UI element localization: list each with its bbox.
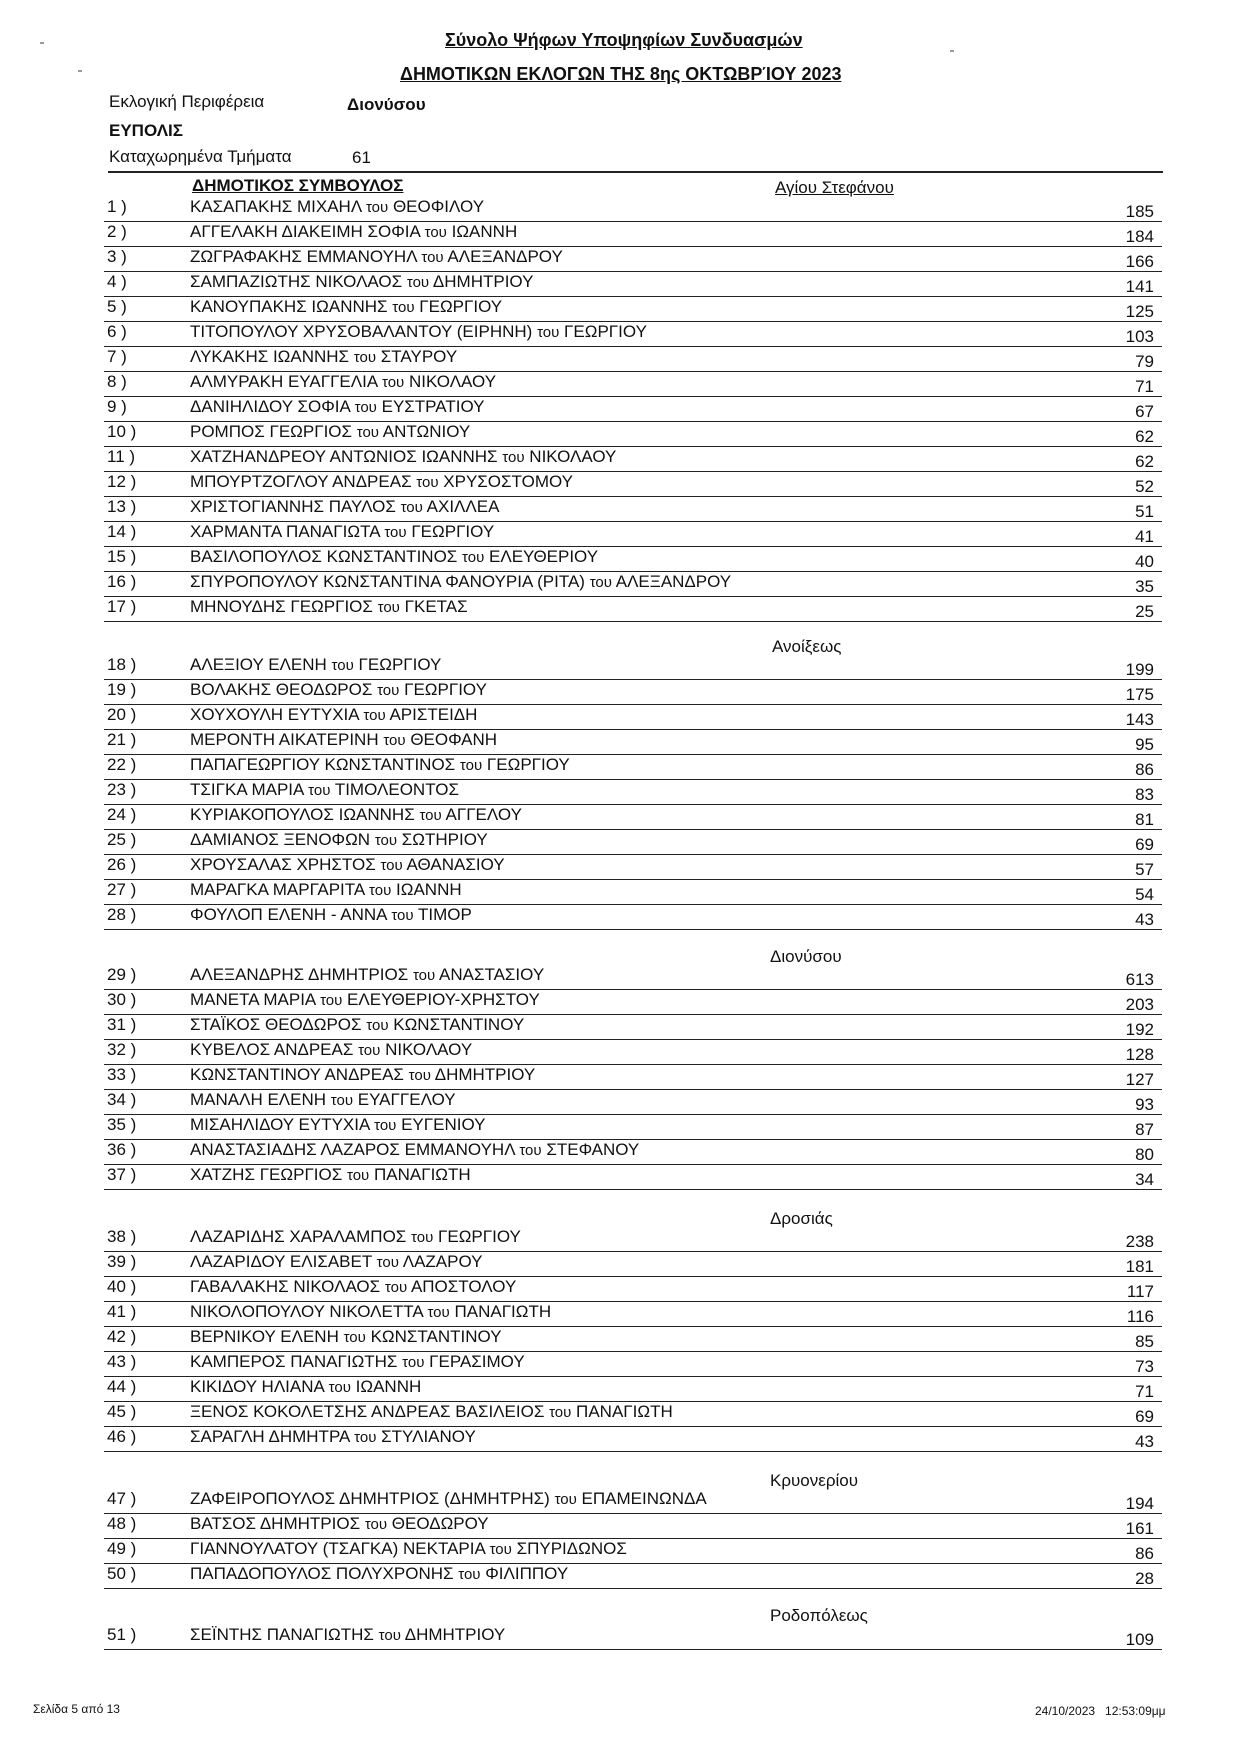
- candidate-number: 10 ): [107, 422, 137, 441]
- candidate-votes: 181: [1125, 1257, 1154, 1276]
- candidate-number: 15 ): [107, 547, 137, 566]
- table-row: [104, 1351, 1162, 1377]
- table-row: [104, 1251, 1162, 1277]
- candidate-votes: 79: [1135, 352, 1154, 371]
- candidate-name: ΧΟΥΧΟΥΛΗ ΕΥΤΥΧΙΑ του ΑΡΙΣΤΕΙΔΗ: [190, 705, 478, 724]
- candidate-number: 8 ): [107, 372, 127, 391]
- candidate-name: ΚΩΝΣΤΑΝΤΙΝΟΥ ΑΝΔΡΕΑΣ του ΔΗΜΗΤΡΙΟΥ: [190, 1065, 536, 1084]
- candidate-name: ΑΝΑΣΤΑΣΙΑΔΗΣ ΛΑΖΑΡΟΣ ΕΜΜΑΝΟΥΗΛ του ΣΤΕΦΑΝΟΥ: [190, 1140, 640, 1159]
- table-row: [104, 196, 1162, 222]
- candidate-votes: 71: [1135, 377, 1154, 396]
- table-row: [104, 779, 1162, 805]
- candidate-name: ΠΑΠΑΓΕΩΡΓΙΟΥ ΚΩΝΣΤΑΝΤΙΝΟΣ του ΓΕΩΡΓΙΟΥ: [190, 755, 570, 774]
- candidate-name: ΚΙΚΙΔΟΥ ΗΛΙΑΝΑ του ΙΩΑΝΝΗ: [190, 1377, 422, 1396]
- candidate-votes: 62: [1135, 427, 1154, 446]
- candidate-number: 21 ): [107, 730, 137, 749]
- candidate-number: 41 ): [107, 1302, 137, 1321]
- candidate-number: 9 ): [107, 397, 127, 416]
- table-row: [104, 371, 1162, 397]
- table-row: [104, 596, 1162, 622]
- candidate-number: 42 ): [107, 1327, 137, 1346]
- candidate-number: 32 ): [107, 1040, 137, 1059]
- candidate-name: ΜΕΡΟΝΤΗ ΑΙΚΑΤΕΡΙΝΗ του ΘΕΟΦΑΝΗ: [190, 730, 498, 749]
- table-row: [104, 296, 1162, 322]
- table-row: [104, 1426, 1162, 1452]
- table-row: [104, 904, 1162, 930]
- table-row: [104, 1114, 1162, 1140]
- table-row: [104, 496, 1162, 522]
- candidate-votes: 116: [1126, 1307, 1154, 1326]
- candidate-number: 6 ): [107, 322, 127, 341]
- table-row: [104, 546, 1162, 572]
- candidate-name: ΜΑΝΑΛΗ ΕΛΕΝΗ του ΕΥΑΓΓΕΛΟΥ: [190, 1090, 456, 1109]
- table-row: [104, 521, 1162, 547]
- table-row: [104, 446, 1162, 472]
- candidate-number: 39 ): [107, 1252, 137, 1271]
- candidate-name: ΒΕΡΝΙΚΟΥ ΕΛΕΝΗ του ΚΩΝΣΤΑΝΤΙΝΟΥ: [190, 1327, 502, 1346]
- section-title: Διονύσου: [770, 947, 842, 966]
- candidate-votes: 43: [1135, 1432, 1154, 1451]
- candidate-votes: 71: [1135, 1382, 1154, 1401]
- sections-label: Καταχωρημένα Τμήματα: [109, 147, 292, 166]
- candidate-votes: 93: [1135, 1095, 1154, 1114]
- candidate-name: ΔΑΜΙΑΝΟΣ ΞΕΝΟΦΩΝ του ΣΩΤΗΡΙΟΥ: [190, 830, 488, 849]
- table-row: [104, 1624, 1162, 1650]
- candidate-number: 28 ): [107, 905, 137, 924]
- candidate-number: 25 ): [107, 830, 137, 849]
- candidate-number: 49 ): [107, 1539, 137, 1558]
- candidate-votes: 52: [1135, 477, 1154, 496]
- candidate-number: 13 ): [107, 497, 137, 516]
- region-label: Εκλογική Περιφέρεια: [109, 92, 265, 111]
- candidate-votes: 40: [1135, 552, 1154, 571]
- candidate-votes: 103: [1125, 327, 1154, 346]
- candidate-name: ΧΑΤΖΗΑΝΔΡΕΟΥ ΑΝΤΩΝΙΟΣ ΙΩΑΝΝΗΣ του ΝΙΚΟΛΑΟΥ: [190, 447, 617, 466]
- candidate-name: ΧΑΡΜΑΝΤΑ ΠΑΝΑΓΙΩΤΑ του ΓΕΩΡΓΙΟΥ: [190, 522, 495, 541]
- candidate-votes: 73: [1135, 1357, 1154, 1376]
- candidate-votes: 69: [1135, 835, 1154, 854]
- table-row: [104, 1401, 1162, 1427]
- candidate-name: ΣΕΪΝΤΗΣ ΠΑΝΑΓΙΩΤΗΣ του ΔΗΜΗΤΡΙΟΥ: [190, 1625, 506, 1644]
- candidate-name: ΜΠΟΥΡΤΖΟΓΛΟΥ ΑΝΔΡΕΑΣ του ΧΡΥΣΟΣΤΟΜΟΥ: [190, 472, 574, 491]
- candidate-name: ΧΡΙΣΤΟΓΙΑΝΝΗΣ ΠΑΥΛΟΣ του ΑΧΙΛΛΕΑ: [190, 497, 500, 516]
- region-value: Διονύσου: [347, 95, 426, 114]
- candidate-votes: 67: [1135, 402, 1154, 421]
- candidate-votes: 185: [1125, 202, 1154, 221]
- table-row: [104, 804, 1162, 830]
- candidate-votes: 194: [1125, 1494, 1154, 1513]
- candidate-number: 12 ): [107, 472, 137, 491]
- candidate-name: ΛΑΖΑΡΙΔΗΣ ΧΑΡΑΛΑΜΠΟΣ του ΓΕΩΡΓΙΟΥ: [190, 1227, 521, 1246]
- candidate-number: 17 ): [107, 597, 137, 616]
- table-row: [104, 879, 1162, 905]
- candidate-number: 37 ): [107, 1165, 137, 1184]
- table-row: [104, 1089, 1162, 1115]
- table-row: [104, 1488, 1162, 1514]
- table-row: [104, 1376, 1162, 1402]
- candidate-votes: 87: [1135, 1120, 1154, 1139]
- candidate-number: 38 ): [107, 1227, 137, 1246]
- candidate-votes: 109: [1125, 1630, 1154, 1649]
- document-title: Σύνολο Ψήφων Υποψηφίων Συνδυασμών: [445, 30, 803, 50]
- table-row: [104, 1164, 1162, 1190]
- candidate-name: ΒΑΤΣΟΣ ΔΗΜΗΤΡΙΟΣ του ΘΕΟΔΩΡΟΥ: [190, 1514, 489, 1533]
- candidate-number: 44 ): [107, 1377, 137, 1396]
- candidate-number: 27 ): [107, 880, 137, 899]
- candidate-number: 33 ): [107, 1065, 137, 1084]
- candidate-number: 40 ): [107, 1277, 137, 1296]
- candidate-name: ΔΑΝΙΗΛΙΔΟΥ ΣΟΦΙΑ του ΕΥΣΤΡΑΤΙΟΥ: [190, 397, 485, 416]
- candidate-name: ΓΑΒΑΛΑΚΗΣ ΝΙΚΟΛΑΟΣ του ΑΠΟΣΤΟΛΟΥ: [190, 1277, 517, 1296]
- candidate-number: 20 ): [107, 705, 137, 724]
- candidate-name: ΣΤΑΪΚΟΣ ΘΕΟΔΩΡΟΣ του ΚΩΝΣΤΑΝΤΙΝΟΥ: [190, 1015, 525, 1034]
- table-row: [104, 1139, 1162, 1165]
- candidate-number: 11 ): [107, 447, 136, 466]
- table-row: [104, 346, 1162, 372]
- table-row: [104, 396, 1162, 422]
- candidate-votes: 613: [1125, 970, 1154, 989]
- candidate-votes: 80: [1135, 1145, 1154, 1164]
- candidate-name: ΚΥΒΕΛΟΣ ΑΝΔΡΕΑΣ του ΝΙΚΟΛΑΟΥ: [190, 1040, 473, 1059]
- candidate-number: 26 ): [107, 855, 137, 874]
- section-title: Κρυονερίου: [770, 1471, 859, 1490]
- candidate-name: ΒΑΣΙΛΟΠΟΥΛΟΣ ΚΩΝΣΤΑΝΤΙΝΟΣ του ΕΛΕΥΘΕΡΙΟΥ: [190, 547, 599, 566]
- candidate-number: 51 ): [107, 1625, 137, 1644]
- table-row: [104, 704, 1162, 730]
- candidate-name: ΑΛΕΞΑΝΔΡΗΣ ΔΗΜΗΤΡΙΟΣ του ΑΝΑΣΤΑΣΙΟΥ: [190, 965, 545, 984]
- candidate-votes: 86: [1135, 1544, 1154, 1563]
- candidate-number: 14 ): [107, 522, 137, 541]
- candidate-name: ΖΑΦΕΙΡΟΠΟΥΛΟΣ ΔΗΜΗΤΡΙΟΣ (ΔΗΜΗΤΡΗΣ) του ΕΠΑΜΕΙΝΩΝΔΑ: [190, 1489, 707, 1508]
- table-row: [104, 1563, 1162, 1589]
- table-row: [104, 571, 1162, 597]
- candidate-votes: 161: [1125, 1519, 1154, 1538]
- table-row: [104, 421, 1162, 447]
- candidate-votes: 95: [1135, 735, 1154, 754]
- candidate-votes: 85: [1135, 1332, 1154, 1351]
- sections-value: 61: [352, 148, 371, 167]
- candidate-name: ΛΑΖΑΡΙΔΟΥ ΕΛΙΣΑΒΕΤ του ΛΑΖΑΡΟΥ: [190, 1252, 483, 1271]
- candidate-number: 4 ): [107, 272, 127, 291]
- candidate-name: ΣΑΡΑΓΛΗ ΔΗΜΗΤΡΑ του ΣΤΥΛΙΑΝΟΥ: [190, 1427, 476, 1446]
- candidate-name: ΚΑΜΠΕΡΟΣ ΠΑΝΑΓΙΩΤΗΣ του ΓΕΡΑΣΙΜΟΥ: [190, 1352, 525, 1371]
- candidate-votes: 43: [1135, 910, 1154, 929]
- table-row: [104, 1014, 1162, 1040]
- candidate-number: 45 ): [107, 1402, 137, 1421]
- candidate-name: ΧΑΤΖΗΣ ΓΕΩΡΓΙΟΣ του ΠΑΝΑΓΙΩΤΗ: [190, 1165, 471, 1184]
- candidate-number: 1 ): [107, 197, 127, 216]
- candidate-name: ΞΕΝΟΣ ΚΟΚΟΛΕΤΣΗΣ ΑΝΔΡΕΑΣ ΒΑΣΙΛΕΙΟΣ του ΠΑΝΑΓΙΩΤΗ: [190, 1402, 673, 1421]
- candidate-votes: 54: [1135, 885, 1154, 904]
- table-row: [104, 1039, 1162, 1065]
- candidate-name: ΑΛΕΞΙΟΥ ΕΛΕΝΗ του ΓΕΩΡΓΙΟΥ: [190, 655, 442, 674]
- candidate-number: 7 ): [107, 347, 127, 366]
- candidate-votes: 166: [1125, 252, 1154, 271]
- candidate-votes: 117: [1126, 1282, 1154, 1301]
- candidate-number: 50 ): [107, 1564, 137, 1583]
- scan-speck: [78, 70, 82, 72]
- candidate-votes: 69: [1135, 1407, 1154, 1426]
- scan-speck: [950, 50, 954, 52]
- table-row: [104, 854, 1162, 880]
- document-subtitle: ΔΗΜΟΤΙΚΩΝ ΕΚΛΟΓΩΝ ΤΗΣ 8ης ΟΚΤΩΒΡΊΟΥ 2023: [400, 64, 842, 84]
- candidate-number: 34 ): [107, 1090, 137, 1109]
- candidate-name: ΤΣΙΓΚΑ ΜΑΡΙΑ του ΤΙΜΟΛΕΟΝΤΟΣ: [190, 780, 460, 799]
- candidate-votes: 86: [1135, 760, 1154, 779]
- table-row: [104, 829, 1162, 855]
- candidate-number: 30 ): [107, 990, 137, 1009]
- candidate-votes: 28: [1135, 1569, 1154, 1588]
- candidate-votes: 41: [1135, 527, 1154, 546]
- candidate-number: 36 ): [107, 1140, 137, 1159]
- candidate-number: 19 ): [107, 680, 137, 699]
- candidate-votes: 238: [1125, 1232, 1154, 1251]
- candidate-votes: 192: [1125, 1020, 1154, 1039]
- table-row: [104, 964, 1162, 990]
- candidate-name: ΦΟΥΛΟΠ ΕΛΕΝΗ - ΑΝΝΑ του ΤΙΜΟΡ: [190, 905, 472, 924]
- candidate-votes: 199: [1125, 660, 1154, 679]
- candidate-votes: 175: [1125, 685, 1154, 704]
- table-row: [104, 246, 1162, 272]
- table-row: [104, 989, 1162, 1015]
- candidate-name: ΣΑΜΠΑΖΙΩΤΗΣ ΝΙΚΟΛΑΟΣ του ΔΗΜΗΤΡΙΟΥ: [190, 272, 534, 291]
- candidate-name: ΚΑΝΟΥΠΑΚΗΣ ΙΩΑΝΝΗΣ του ΓΕΩΡΓΙΟΥ: [190, 297, 503, 316]
- candidate-name: ΑΛΜΥΡΑΚΗ ΕΥΑΓΓΕΛΙΑ του ΝΙΚΟΛΑΟΥ: [190, 372, 497, 391]
- candidate-name: ΣΠΥΡΟΠΟΥΛΟΥ ΚΩΝΣΤΑΝΤΙΝΑ ΦΑΝΟΥΡΙΑ (ΡΙΤΑ) του ΑΛΕΞΑΝΔΡΟΥ: [190, 572, 732, 591]
- candidate-votes: 203: [1125, 995, 1154, 1014]
- candidate-name: ΜΗΝΟΥΔΗΣ ΓΕΩΡΓΙΟΣ του ΓΚΕΤΑΣ: [190, 597, 468, 616]
- section-title: Ροδοπόλεως: [770, 1606, 868, 1625]
- party-name: ΕΥΠΟΛΙΣ: [109, 121, 183, 140]
- table-row: [104, 1226, 1162, 1252]
- table-row: [104, 1538, 1162, 1564]
- candidate-name: ΤΙΤΟΠΟΥΛΟΥ ΧΡΥΣΟΒΑΛΑΝΤΟΥ (ΕΙΡΗΝΗ) του ΓΕΩΡΓΙΟΥ: [190, 322, 647, 341]
- candidate-votes: 51: [1135, 502, 1154, 521]
- candidate-votes: 83: [1135, 785, 1154, 804]
- candidate-votes: 125: [1125, 302, 1154, 321]
- table-row: [104, 221, 1162, 247]
- candidate-name: ΜΑΝΕΤΑ ΜΑΡΙΑ του ΕΛΕΥΘΕΡΙΟΥ-ΧΡΗΣΤΟΥ: [190, 990, 540, 1009]
- candidate-name: ΒΟΛΑΚΗΣ ΘΕΟΔΩΡΟΣ του ΓΕΩΡΓΙΟΥ: [190, 680, 487, 699]
- table-row: [104, 1326, 1162, 1352]
- section-title: Αγίου Στεφάνου: [775, 178, 894, 197]
- table-row: [104, 1513, 1162, 1539]
- candidate-votes: 25: [1135, 602, 1154, 621]
- candidate-votes: 35: [1135, 577, 1154, 596]
- candidate-number: 16 ): [107, 572, 137, 591]
- candidate-name: ΛΥΚΑΚΗΣ ΙΩΑΝΝΗΣ του ΣΤΑΥΡΟΥ: [190, 347, 458, 366]
- candidate-name: ΑΓΓΕΛΑΚΗ ΔΙΑΚΕΙΜΗ ΣΟΦΙΑ του ΙΩΑΝΝΗ: [190, 222, 518, 241]
- candidate-number: 46 ): [107, 1427, 137, 1446]
- candidate-votes: 141: [1125, 277, 1154, 296]
- candidate-name: ΚΑΣΑΠΑΚΗΣ ΜΙΧΑΗΛ του ΘΕΟΦΙΛΟΥ: [190, 197, 485, 216]
- candidate-name: ΓΙΑΝΝΟΥΛΑΤΟΥ (ΤΣΑΓΚΑ) ΝΕΚΤΑΡΙΑ του ΣΠΥΡΙΔΩΝΟΣ: [190, 1539, 627, 1558]
- table-row: [104, 1276, 1162, 1302]
- candidate-votes: 81: [1135, 810, 1154, 829]
- table-row: [104, 321, 1162, 347]
- candidate-number: 29 ): [107, 965, 137, 984]
- candidate-number: 23 ): [107, 780, 137, 799]
- candidate-number: 35 ): [107, 1115, 137, 1134]
- table-row: [104, 471, 1162, 497]
- candidate-number: 48 ): [107, 1514, 137, 1533]
- candidate-votes: 143: [1125, 710, 1154, 729]
- candidate-name: ΖΩΓΡΑΦΑΚΗΣ ΕΜΜΑΝΟΥΗΛ του ΑΛΕΞΑΝΔΡΟΥ: [190, 247, 563, 266]
- candidate-votes: 34: [1135, 1170, 1154, 1189]
- candidate-votes: 127: [1125, 1070, 1154, 1089]
- column-header: ΔΗΜΟΤΙΚΟΣ ΣΥΜΒΟΥΛΟΣ: [192, 176, 404, 195]
- candidate-number: 3 ): [107, 247, 127, 266]
- candidate-number: 47 ): [107, 1489, 137, 1508]
- table-row: [104, 729, 1162, 755]
- candidate-name: ΧΡΟΥΣΑΛΑΣ ΧΡΗΣΤΟΣ του ΑΘΑΝΑΣΙΟΥ: [190, 855, 505, 874]
- candidate-name: ΠΑΠΑΔΟΠΟΥΛΟΣ ΠΟΛΥΧΡΟΝΗΣ του ΦΙΛΙΠΠΟΥ: [190, 1564, 569, 1583]
- candidate-number: 24 ): [107, 805, 137, 824]
- page-number: Σελίδα 5 από 13: [33, 1702, 120, 1716]
- table-row: [104, 679, 1162, 705]
- candidate-name: ΜΙΣΑΗΛΙΔΟΥ ΕΥΤΥΧΙΑ του ΕΥΓΕΝΙΟΥ: [190, 1115, 486, 1134]
- table-row: [104, 271, 1162, 297]
- print-timestamp: 24/10/2023 12:53:09μμ: [1035, 1704, 1166, 1718]
- candidate-number: 2 ): [107, 222, 127, 241]
- table-row: [104, 1064, 1162, 1090]
- candidate-name: ΡΟΜΠΟΣ ΓΕΩΡΓΙΟΣ του ΑΝΤΩΝΙΟΥ: [190, 422, 471, 441]
- candidate-votes: 57: [1135, 860, 1154, 879]
- table-row: [104, 1301, 1162, 1327]
- section-title: Ανοίξεως: [772, 637, 842, 656]
- candidate-votes: 62: [1135, 452, 1154, 471]
- scan-speck: [40, 42, 44, 44]
- candidate-votes: 184: [1125, 227, 1154, 246]
- candidate-name: ΜΑΡΑΓΚΑ ΜΑΡΓΑΡΙΤΑ του ΙΩΑΝΝΗ: [190, 880, 462, 899]
- candidate-name: ΝΙΚΟΛΟΠΟΥΛΟΥ ΝΙΚΟΛΕΤΤΑ του ΠΑΝΑΓΙΩΤΗ: [190, 1302, 552, 1321]
- candidate-number: 31 ): [107, 1015, 137, 1034]
- candidate-number: 18 ): [107, 655, 137, 674]
- table-row: [104, 754, 1162, 780]
- section-title: Δροσιάς: [770, 1209, 833, 1228]
- candidate-name: ΚΥΡΙΑΚΟΠΟΥΛΟΣ ΙΩΑΝΝΗΣ του ΑΓΓΕΛΟΥ: [190, 805, 522, 824]
- candidate-number: 22 ): [107, 755, 137, 774]
- table-row: [104, 654, 1162, 680]
- candidate-number: 5 ): [107, 297, 127, 316]
- candidate-votes: 128: [1125, 1045, 1154, 1064]
- candidate-number: 43 ): [107, 1352, 137, 1371]
- header-divider: [108, 171, 1163, 173]
